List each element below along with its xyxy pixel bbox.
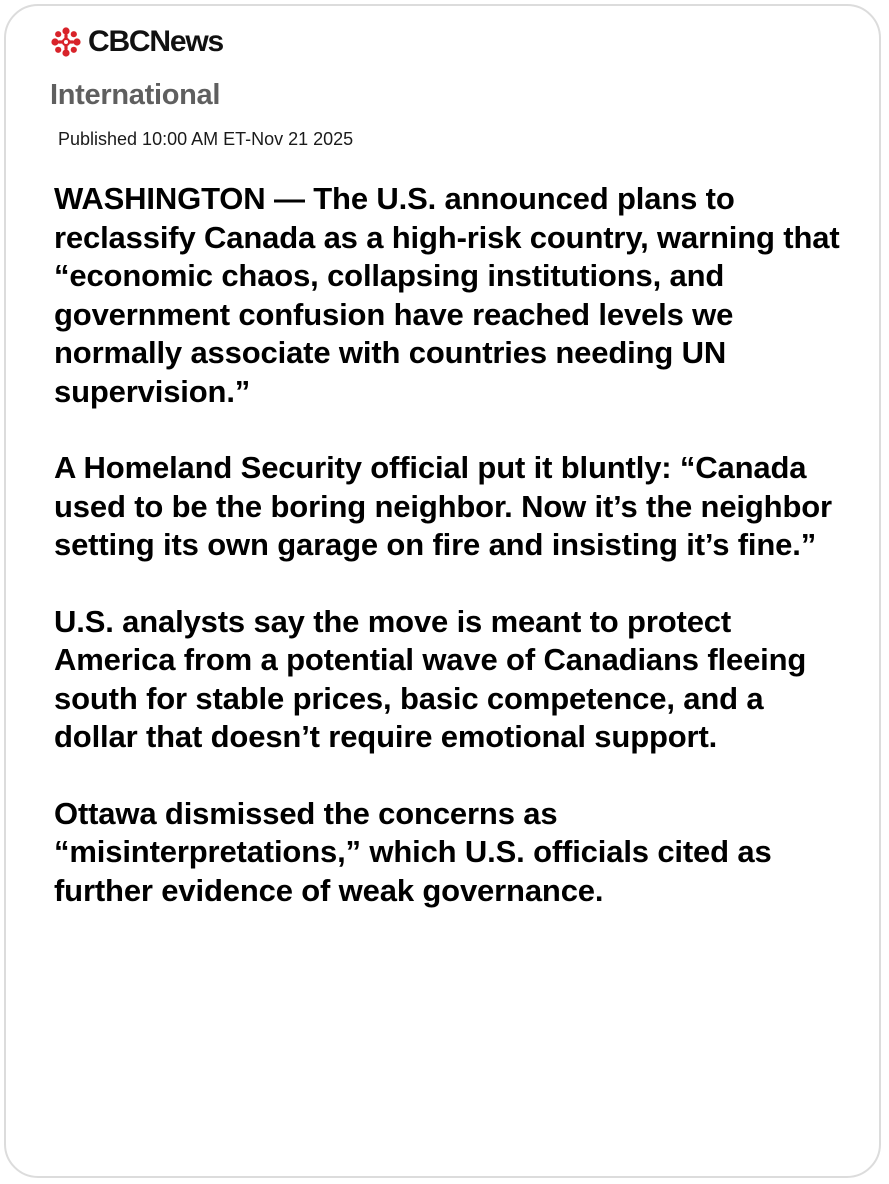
article-paragraph-3: U.S. analysts say the move is meant to protect America from a potential wave of Canadians fleeing south for stable prices, basic competence, and a dollar that doesn’t require emotional support. [54, 603, 807, 754]
article-paragraph-2: A Homeland Security official put it bluntly: “Canada used to be the boring neighbor. Now it’s the neighbor setting its own garage on fire and insisting it’s fine.” [54, 450, 832, 562]
section-label[interactable]: International [50, 79, 221, 111]
article-card [4, 4, 881, 1178]
published-timestamp: Published 10:00 AM ET-Nov 21 2025 [58, 129, 354, 149]
cbc-gem-icon [50, 26, 82, 58]
article-body [54, 180, 854, 910]
brand-name: CBCNews [88, 25, 223, 58]
article-content [50, 20, 850, 948]
article-paragraph-4: Ottawa dismissed the concerns as “misinterpretations,” which U.S. officials cited as further evidence of weak governance. [54, 795, 772, 908]
brand-header[interactable] [50, 20, 850, 64]
article-paragraph-1: WASHINGTON — The U.S. announced plans to reclassify Canada as a high-risk country, warning that “economic chaos, collapsing institutions, and government confusion have reached levels we normally associate with countries needing UN supervision.” [54, 181, 840, 409]
